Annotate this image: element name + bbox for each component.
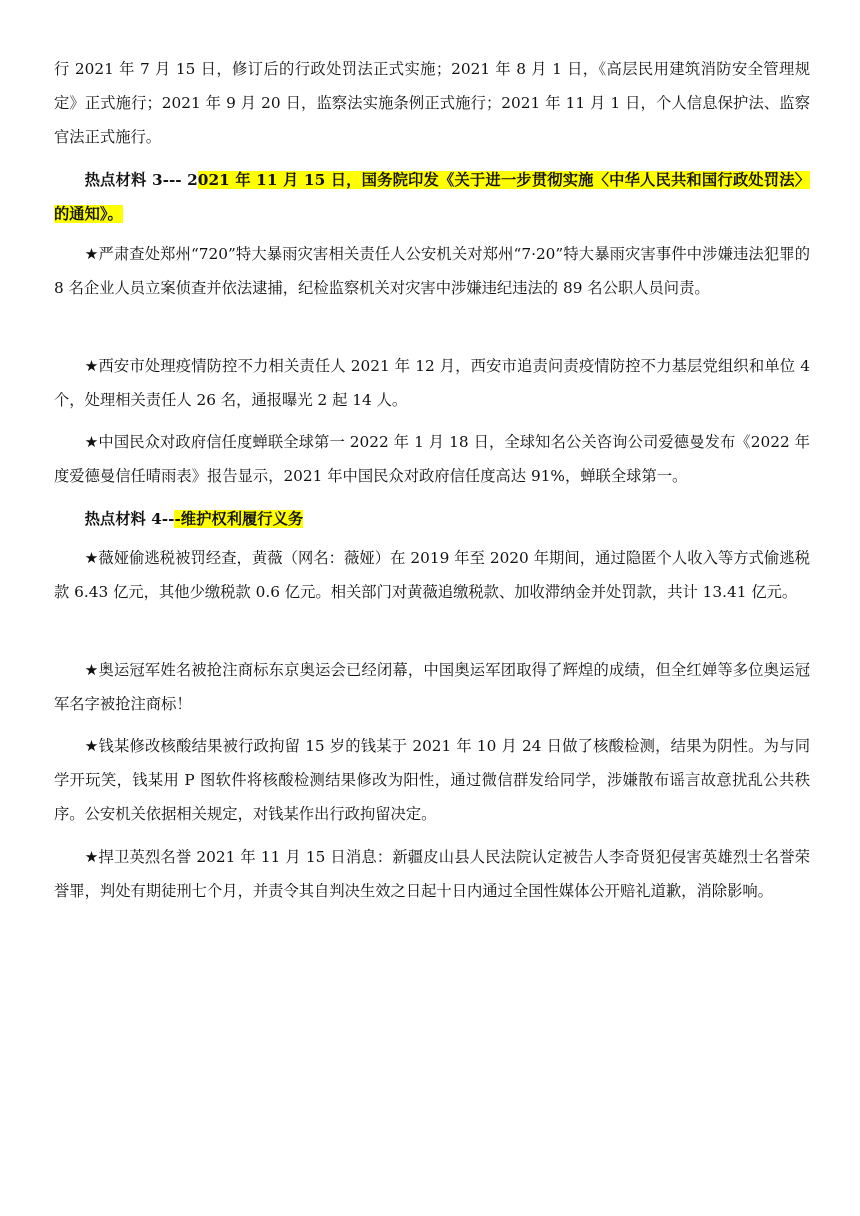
material-4-label: 热点材料 4--: [84, 510, 175, 528]
star-icon: ★: [84, 433, 99, 451]
star-icon: ★: [84, 245, 99, 263]
list-item: [54, 541, 810, 609]
star-icon: ★: [84, 357, 99, 375]
list-item-text: 捍卫英烈名誉 2021 年 11 月 15 日消息：新疆皮山县人民法院认定被告人李奇贤犯侵害英雄烈士名誉荣誉罪，判处有期徒刑七个月，并责令其自判决生效之日起十日内通过全国性媒体公开赔礼道歉，消除影响。: [54, 848, 810, 900]
intro-text: 行 2021 年 7 月 15 日，修订后的行政处罚法正式实施；2021 年 8 月 1 日，《高层民用建筑消防安全管理规定》正式施行；2021 年 9 月 20 日，监察法实施条例正式施行；2021 年 11 月 1 日，个人信息保护法、监察官法正式施行。: [54, 60, 810, 146]
material-3-heading: [54, 163, 810, 231]
star-icon: ★: [84, 549, 99, 567]
list-item: [54, 349, 810, 417]
list-item: [54, 653, 810, 721]
list-item-text: 奥运冠军姓名被抢注商标东京奥运会已经闭幕，中国奥运军团取得了辉煌的成绩，但全红婵等多位奥运冠军名字被抢注商标！: [54, 661, 810, 713]
list-item: [54, 729, 810, 831]
material-4-highlight: -维护权利履行义务: [174, 510, 304, 528]
intro-paragraph: [54, 52, 810, 154]
list-item-text: 严肃查处郑州“720”特大暴雨灾害相关责任人公安机关对郑州“7·20”特大暴雨灾害事件中涉嫌违法犯罪的 8 名企业人员立案侦查并依法逮捕，纪检监察机关对灾害中涉嫌违纪违法的 89 名公职人员问责。: [54, 245, 810, 297]
list-item: [54, 840, 810, 908]
list-item-text: 西安市处理疫情防控不力相关责任人 2021 年 12 月，西安市追责问责疫情防控不力基层党组织和单位 4 个，处理相关责任人 26 名，通报曝光 2 起 14 人。: [54, 357, 810, 409]
star-icon: ★: [84, 737, 99, 755]
material-3-label: 热点材料 3--- 2: [84, 171, 198, 189]
star-icon: ★: [84, 848, 99, 866]
list-item: [54, 237, 810, 305]
material-4-heading: [54, 502, 810, 536]
star-icon: ★: [84, 661, 99, 679]
list-item: [54, 425, 810, 493]
material-3-highlight: 021 年 11 月 15 日，国务院印发《关于进一步贯彻实施〈中华人民共和国行政处罚法〉的通知》。: [54, 171, 810, 223]
list-item-text: 中国民众对政府信任度蝉联全球第一 2022 年 1 月 18 日，全球知名公关咨询公司爱德曼发布《2022 年度爱德曼信任晴雨表》报告显示，2021 年中国民众对政府信任度高达 91%，蝉联全球第一。: [54, 433, 810, 485]
list-item-text: 钱某修改核酸结果被行政拘留 15 岁的钱某于 2021 年 10 月 24 日做了核酸检测，结果为阴性。为与同学开玩笑，钱某用 P 图软件将核酸检测结果修改为阳性，通过微信群发给同学，涉嫌散布谣言故意扰乱公共秩序。公安机关依据相关规定，对钱某作出行政拘留决定。: [54, 737, 810, 823]
list-item-text: 薇娅偷逃税被罚经查，黄薇（网名：薇娅）在 2019 年至 2020 年期间，通过隐匿个人收入等方式偷逃税款 6.43 亿元，其他少缴税款 0.6 亿元。相关部门对黄薇追缴税款、加收滞纳金并处罚款，共计 13.41 亿元。: [54, 549, 811, 601]
